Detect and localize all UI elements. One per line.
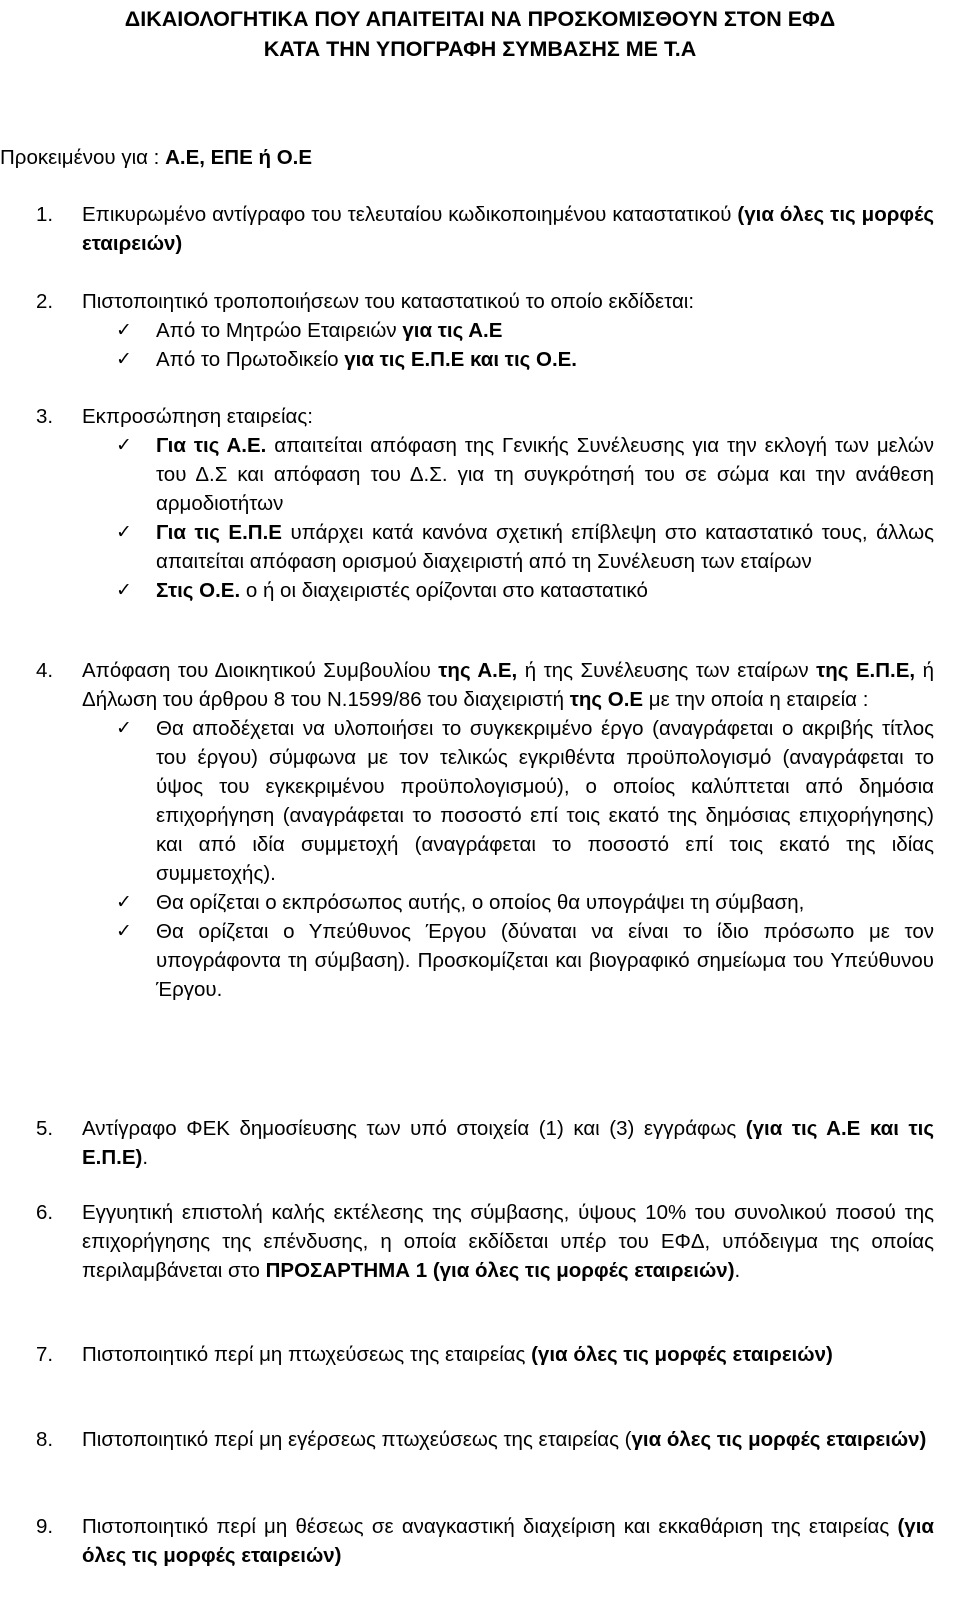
- title-line-2: ΚΑΤΑ ΤΗΝ ΥΠΟΓΡΑΦΗ ΣΥΜΒΑΣΗΣ ΜΕ Τ.Α: [263, 37, 697, 61]
- sub-list: [116, 714, 934, 1004]
- sub-item-bold: Για τις Α.Ε.: [156, 434, 267, 457]
- checkmark-icon: ✓: [116, 348, 132, 370]
- list-item-5: [36, 1114, 934, 1172]
- item-number: 7.: [36, 1343, 54, 1366]
- item-text-bold: (για τις Α.Ε και τις Ε.Π.Ε): [82, 1117, 934, 1169]
- list-item-6: [36, 1198, 934, 1285]
- checkmark-icon: ✓: [116, 717, 132, 739]
- sub-item-bold: για τις Ε.Π.Ε και τις Ο.Ε.: [344, 348, 578, 371]
- item-number: 3.: [36, 405, 54, 428]
- item-text: [82, 656, 934, 714]
- sub-item: [116, 518, 934, 576]
- item-number: 6.: [36, 1201, 54, 1224]
- item-text-bold: για όλες τις μορφές εταιρειών): [631, 1428, 927, 1451]
- subject-line: [0, 143, 312, 172]
- item-text: [82, 1198, 934, 1285]
- sub-item: [116, 888, 934, 917]
- checkmark-icon: ✓: [116, 579, 132, 601]
- item-text-bold: (για όλες τις μορφές εταιρειών): [82, 1515, 934, 1567]
- sub-item-text: απαιτείται απόφαση της Γενικής Συνέλευσης για την εκλογή των μελών του Δ.Σ και απόφαση του Δ.Σ. για τη συγκρότησή του σε σώμα και την ανάθεση αρμοδιοτήτων: [156, 434, 934, 515]
- item-text: [82, 1512, 934, 1570]
- sub-item-bold: Για τις Ε.Π.Ε: [156, 521, 282, 544]
- item-text-plain: Πιστοποιητικό περί μη πτωχεύσεως της εταιρείας: [82, 1343, 532, 1366]
- sub-item: [116, 316, 934, 345]
- sub-item-text: ο ή οι διαχειριστές ορίζονται στο καταστατικό: [240, 579, 648, 602]
- item-text-bold: της Ο.Ε: [569, 688, 644, 711]
- title-line-1: ΔΙΚΑΙΟΛΟΓΗΤΙΚΑ ΠΟΥ ΑΠΑΙΤΕΙΤΑΙ ΝΑ ΠΡΟΣΚΟΜΙΣΘΟΥΝ ΣΤΟΝ ΕΦΔ: [124, 7, 836, 31]
- item-text-plain: ή της Συνέλευσης των εταίρων: [517, 659, 817, 682]
- item-number: 8.: [36, 1428, 54, 1451]
- list-item-7: [36, 1340, 934, 1369]
- sub-item-text: Θα ορίζεται ο εκπρόσωπος αυτής, ο οποίος θα υπογράψει τη σύμβαση,: [156, 891, 805, 914]
- checkmark-icon: ✓: [116, 891, 132, 913]
- sub-item-bold: για τις Α.Ε: [402, 319, 503, 342]
- item-text-plain: Εγγυητική επιστολή καλής εκτέλεσης της σύμβασης, ύψους 10% του συνολικού ποσού της επιχορήγησης της επένδυσης, η οποία εκδίδεται υπέρ του ΕΦΔ, υπόδειγμα της οποίας περιλαμβάνεται στο: [82, 1201, 934, 1282]
- sub-item: [116, 576, 934, 605]
- item-text-plain: με την οποία η εταιρεία :: [643, 688, 869, 711]
- sub-item-text: Θα ορίζεται ο Υπεύθυνος Έργου (δύναται να είναι το ίδιο πρόσωπο με τον υπογράφοντα τη σύμβαση). Προσκομίζεται και βιογραφικό σημείωμα του Υπεύθυνου Έργου.: [156, 920, 934, 1001]
- item-number: 2.: [36, 290, 54, 313]
- sub-item-text: Από το Πρωτοδικείο: [156, 348, 345, 371]
- subject-prefix: Προκειμένου για :: [0, 146, 166, 169]
- item-text-plain: Πιστοποιητικό περί μη θέσεως σε αναγκαστική διαχείριση και εκκαθάριση της εταιρείας: [82, 1515, 898, 1538]
- list-item-4: [36, 656, 934, 1004]
- list-item-1: [36, 200, 934, 258]
- item-text: [82, 1114, 934, 1172]
- list-item-9: [36, 1512, 934, 1570]
- item-text: [82, 200, 934, 258]
- sub-item: [116, 917, 934, 1004]
- item-text-bold: της Ε.Π.Ε,: [816, 659, 916, 682]
- sub-item: [116, 431, 934, 518]
- sub-item: [116, 714, 934, 888]
- item-text-plain: Απόφαση του Διοικητικού Συμβουλίου: [82, 659, 439, 682]
- item-text-bold: (για όλες τις μορφές εταιρειών): [531, 1343, 833, 1366]
- item-number: 5.: [36, 1117, 54, 1140]
- item-text: Πιστοποιητικό τροποποιήσεων του καταστατικού το οποίο εκδίδεται:: [82, 290, 695, 313]
- document-title: [0, 4, 960, 64]
- item-number: 1.: [36, 203, 54, 226]
- item-text-bold: (για όλες τις μορφές εταιρειών): [82, 203, 934, 255]
- item-text-plain: Αντίγραφο ΦΕΚ δημοσίευσης των υπό στοιχεία (1) και (3) εγγράφως: [82, 1117, 746, 1140]
- item-text-bold: της Α.Ε,: [438, 659, 518, 682]
- checkmark-icon: ✓: [116, 521, 132, 543]
- item-number: 9.: [36, 1515, 54, 1538]
- sub-list: [116, 431, 934, 605]
- list-item-3: [36, 402, 934, 605]
- sub-item-text: Θα αποδέχεται να υλοποιήσει το συγκεκριμένο έργο (αναγράφεται ο ακριβής τίτλος του έργου) σύμφωνα με τον τελικώς εγκριθέντα προϋπολογισμό (αναγράφεται το ύψος του εγκεκριμένου προϋπολογισμού), ο οποίος καλύπτεται από δημόσια επιχορήγηση (αναγράφεται το ποσοστό επί τοις εκατό της δημόσιας επιχορήγησης) και από ιδία συμμετοχή (αναγράφεται το ποσοστό επί τοις εκατό της ιδίας συμμετοχής).: [156, 717, 934, 885]
- item-text: [82, 1340, 934, 1369]
- sub-item-bold: Στις Ο.Ε.: [156, 579, 241, 602]
- item-text-plain: ή Δήλωση του άρθρου 8 του Ν.1599/86 του διαχειριστή: [82, 659, 935, 711]
- sub-item: [116, 345, 934, 374]
- item-number: 4.: [36, 659, 54, 682]
- sub-item-text: υπάρχει κατά κανόνα σχετική επίβλεψη στο καταστατικό τους, άλλως απαιτείται απόφαση ορισμού διαχειριστή από τη Συνέλευση των εταίρων: [156, 521, 934, 573]
- item-text-plain: .: [142, 1146, 149, 1169]
- item-text: Εκπροσώπηση εταιρείας:: [82, 405, 313, 428]
- checkmark-icon: ✓: [116, 434, 132, 456]
- subject-value: Α.Ε, ΕΠΕ ή Ο.Ε: [165, 146, 313, 169]
- sub-item-text: Από το Μητρώο Εταιρειών: [156, 319, 403, 342]
- list-item-8: [36, 1425, 934, 1454]
- item-text-bold: ΠΡΟΣΑΡΤΗΜΑ 1 (για όλες τις μορφές εταιρειών): [265, 1259, 735, 1282]
- item-text-plain: .: [734, 1259, 741, 1282]
- sub-list: [116, 316, 934, 374]
- item-text-plain: Επικυρωμένο αντίγραφο του τελευταίου κωδικοποιημένου καταστατικού: [82, 203, 738, 226]
- checkmark-icon: ✓: [116, 920, 132, 942]
- item-text: [82, 1425, 934, 1454]
- list-item-2: [36, 287, 934, 374]
- item-text-plain: Πιστοποιητικό περί μη εγέρσεως πτωχεύσεως της εταιρείας (: [82, 1428, 632, 1451]
- checkmark-icon: ✓: [116, 319, 132, 341]
